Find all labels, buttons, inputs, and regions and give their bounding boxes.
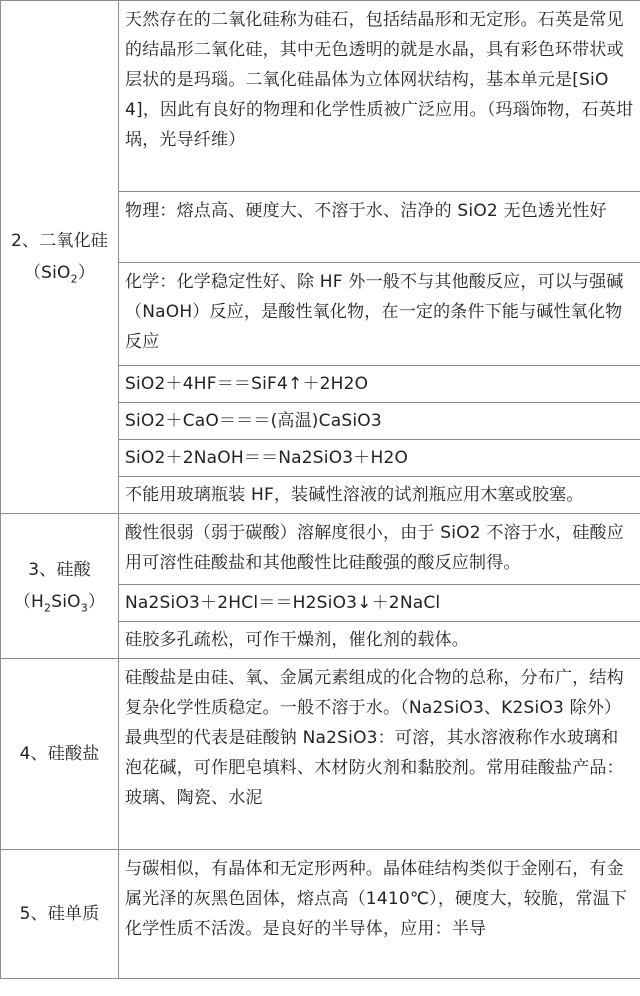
label-title: 5、硅单质 [19, 904, 100, 924]
table-row [1, 1, 640, 192]
label-title: 4、硅酸盐 [19, 744, 100, 764]
table-row [1, 850, 640, 979]
content-cell: 物理：熔点高、硬度大、不溶于水、洁净的 SiO2 无色透光性好 [119, 192, 640, 263]
label-formula: $(H_2SiO_3)$ [13, 592, 106, 615]
table-row [1, 514, 640, 585]
row-label-sio2 [1, 1, 119, 514]
equation-cell: SiO2＋4HF＝＝SiF4↑＋2H2O [119, 366, 640, 403]
equation-cell: Na2SiO3＋2HCl＝＝H2SiO3↓＋2NaCl [119, 585, 640, 622]
content-cell: 酸性很弱（弱于碳酸）溶解度很小，由于 SiO2 不溶于水，硅酸应用可溶性硅酸盐和其他酸性比硅酸强的酸反应制得。 [119, 514, 640, 585]
content-cell: 天然存在的二氧化硅称为硅石，包括结晶形和无定形。石英是常见的结晶形二氧化硅，其中无色透明的就是水晶，具有彩色环带状或层状的是玛瑙。二氧化硅晶体为立体网状结构，基本单元是[SiO4]，因此有良好的物理和化学性质被广泛应用。（玛瑙饰物，石英坩埚，光导纤维） [119, 1, 640, 192]
equation-cell: SiO2＋CaO＝＝＝(高温)CaSiO3 [119, 403, 640, 440]
content-cell: 与碳相似，有晶体和无定形两种。晶体硅结构类似于金刚石，有金属光泽的灰黑色固体，熔点高（1410℃），硬度大，较脆，常温下化学性质不活泼。是良好的半导体，应用：半导 [119, 850, 640, 979]
row-label-silicate [1, 659, 119, 850]
content-cell: 硅胶多孔疏松，可作干燥剂，催化剂的载体。 [119, 622, 640, 659]
equation-cell: SiO2＋2NaOH＝＝Na2SiO3＋H2O [119, 440, 640, 477]
content-cell: 不能用玻璃瓶装 HF，装碱性溶液的试剂瓶应用木塞或胶塞。 [119, 477, 640, 514]
label-formula: （SiO$_2$） [23, 263, 96, 286]
label-title: 3、硅酸 [28, 560, 91, 580]
label-title: 2、二氧化硅 [10, 231, 109, 251]
table-row [1, 659, 640, 850]
row-label-h2sio3 [1, 514, 119, 659]
row-label-si [1, 850, 119, 979]
content-cell: 硅酸盐是由硅、氧、金属元素组成的化合物的总称，分布广，结构复杂化学性质稳定。一般不溶于水。（Na2SiO3、K2SiO3 除外）最典型的代表是硅酸钠 Na2SiO3：可溶，其水溶液称作水玻璃和泡花碱，可作肥皂填料、木材防火剂和黏胶剂。常用硅酸盐产品：玻璃、陶瓷、水泥 [119, 659, 640, 850]
content-cell: 化学：化学稳定性好、除 HF 外一般不与其他酸反应，可以与强碱（NaOH）反应，是酸性氧化物，在一定的条件下能与碱性氧化物反应 [119, 263, 640, 366]
